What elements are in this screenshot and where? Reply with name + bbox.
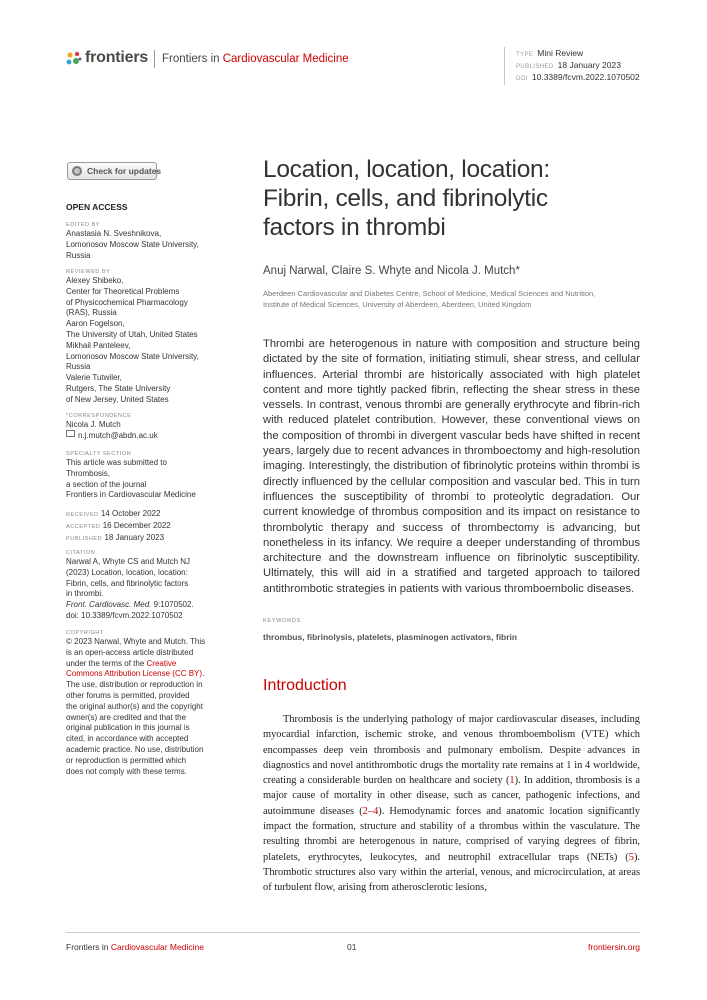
footer-site-link[interactable]: frontiersin.org: [588, 942, 640, 952]
brand-wordmark[interactable]: frontiers: [85, 49, 149, 66]
meta-published: PUBLISHED 18 January 2023: [516, 60, 621, 70]
header-divider: [154, 50, 155, 68]
email-icon: [66, 430, 75, 437]
keywords: thrombus, fibrinolysis, platelets, plasminogen activators, fibrin: [263, 632, 518, 642]
citation-section: CITATION Narwal A, Whyte CS and Mutch NJ (2023) Location, location, location: Fibrin, cells, and fibrinolytic factors in thrombi. Front. Cardiovasc. Med. 9:1070502. doi: 10.3389/fcvm.2022.1070502: [66, 549, 216, 622]
correspondence-email[interactable]: n.j.mutch@abdn.ac.uk: [78, 430, 158, 440]
meta-divider: [504, 47, 505, 85]
dates-section: RECEIVED 14 October 2022 ACCEPTED 16 December 2022 PUBLISHED 18 January 2023: [66, 509, 171, 542]
citation-doi[interactable]: doi: 10.3389/fcvm.2022.1070502: [66, 610, 183, 620]
reference-link[interactable]: 5: [628, 851, 634, 863]
meta-doi[interactable]: DOI 10.3389/fcvm.2022.1070502: [516, 72, 640, 82]
check-for-updates-button[interactable]: Check for updates: [67, 162, 157, 180]
cc-license-link-cont[interactable]: Commons Attribution License (CC BY): [66, 669, 203, 679]
journal-title: Cardiovascular Medicine: [222, 53, 349, 65]
cc-license-link[interactable]: Creative: [146, 658, 177, 668]
specialty-section: SPECIALTY SECTION This article was submitted to Thrombosis, a section of the journal Frontiers in Cardiovascular Medicine: [66, 451, 196, 500]
introduction-paragraph: Thrombosis is the underlying pathology of major cardiovascular diseases, including myocardial infarction, ischemic stroke, and venous thromboembolism (VTE) which encompasses deep vein thrombosis and pulmonary embolism. Despite advances in diagnostics and novel antithrombotic drugs the mortality rate remains at 1 in 4 worldwide, creating a considerable burden on healthcare and society (1). In addition, thrombosis is a major cause of mortality in other disease, such as cancer, pathogenic infections, and autoimmune diseases (2–4). Hemodynamic forces and anatomic location significantly impact the formation, structure and stability of a thrombus within the vasculature. The resulting thrombi are heterogenous in nature, comprised of varying degrees of fibrin, platelets, erythrocytes, leukocytes, and neutrophil extracellular traps (NETs) (5). Thrombotic structures also vary within the arterial, venous, and microcirculation, at areas of turbulent flow, arising from atherosclerotic lesions,: [263, 714, 640, 894]
journal-prefix: Frontiers in: [162, 53, 223, 65]
abstract: Thrombi are heterogenous in nature with composition and structure being dictated by the site of formation, initiating stimuli, shear stress, and cellular influences. Arterial thrombi are historically associated with high platelet content and more tightly packed fibrin, reflecting the shear stress in these vessels. In contrast, venous thrombi are generally erythrocyte and fibrin-rich with reduced platelet contribution. However, these conventional views on the composition of thrombi in divergent vascular beds have shifted in recent years, largely due to recent advances in thromboectomy and high-resolution imaging. Interestingly, the distribution of fibrinolytic proteins within thrombi is directly influenced by the cellular composition and vascular bed. This in turn influences the susceptibility of thrombi to proteolytic degradation. Our current knowledge of thrombus composition and its impact on resistance to thrombolytic therapy and success of thrombectomy is advancing, but nonetheless in its infancy. We require a deeper understanding of thrombus architecture and the downstream influence on fibrinolytic susceptibility. Ultimately, this will aid in a stratified and targeted approach to tailored antithrombotic strategies in patients with various thromboembolic diseases.: [263, 338, 640, 595]
journal-name[interactable]: [162, 53, 349, 65]
article-title: Location, location, location: Fibrin, cells, and fibrinolytic factors in thrombi: [263, 156, 550, 241]
meta-type: TYPE Mini Review: [516, 48, 584, 58]
reviewed-by-section: REVIEWED BY Alexey Shibeko, Center for Theoretical Problems of Physicochemical Pharmacology (RAS), Russia Aaron Fogelson, The University of Utah, United States Mikhail Panteleev, Lomonosov Moscow State University, Russia Valerie Tutwiler, Rutgers, The State University of New Jersey, United States: [66, 269, 199, 404]
edited-by-section: EDITED BY Anastasia N. Sveshnikova, Lomonosov Moscow State University, Russia: [66, 222, 199, 260]
update-icon: [72, 166, 82, 176]
reference-link[interactable]: 1: [509, 775, 515, 787]
reference-link[interactable]: 2–4: [362, 805, 379, 817]
footer-rule: [66, 932, 640, 933]
copyright-section: COPYRIGHT © 2023 Narwal, Whyte and Mutch. This is an open-access article distributed under the terms of the Creative Commons Attribution License (CC BY). The use, distribution or reproduction in other forums is permitted, provided the original author(s) and the copyright owner(s) are credited and that the original publication in this journal is cited, in accordance with accepted academic practice. No use, distribution or reproduction is permitted which does not comply with these terms.: [66, 630, 206, 776]
introduction-heading: Introduction: [263, 677, 347, 694]
article-authors[interactable]: Anuj Narwal, Claire S. Whyte and Nicola J. Mutch*: [263, 265, 520, 277]
open-access-label: OPEN ACCESS: [66, 202, 128, 212]
frontiers-logo-icon: [66, 51, 82, 67]
keywords-label: KEYWORDS: [263, 618, 301, 624]
author-affiliation: Aberdeen Cardiovascular and Diabetes Centre, School of Medicine, Medical Sciences and Nutrition, Institute of Medical Sciences, University of Aberdeen, Aberdeen, United Kingdom: [263, 289, 596, 309]
correspondence-section: *CORRESPONDENCE Nicola J. Mutch n.j.mutch@abdn.ac.uk: [66, 413, 158, 440]
page-number: 01: [347, 942, 357, 952]
footer-journal[interactable]: Frontiers in Cardiovascular Medicine: [66, 942, 204, 952]
